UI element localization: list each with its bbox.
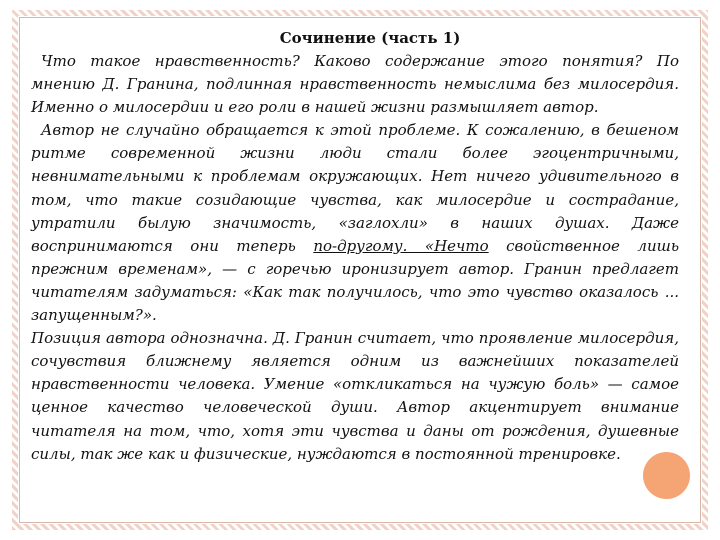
paragraph-2-text-end: свойственное лишь прежним временам», — с горечью иронизирует автор. Гранин предлагет читателям задуматься: «Как так получилось, что это чувство оказалось ... запущенным?».: [31, 236, 679, 325]
paragraph-3: Позиция автора однозначна. Д. Гранин считает, что проявление милосердия, сочувствия ближнему является одним из важнейших показателей нравственности человека. Умение «откликаться на чужую боль» — самое ценное качество человеческой души. Автор акцентирует внимание читателя на том, что, хотя эти чувства и даны от рождения, душевные силы, так же как и физические, нуждаются в постоянной тренировке.: [31, 329, 679, 463]
essay-body: [31, 50, 679, 466]
essay-title: Сочинение (часть 1): [279, 29, 461, 47]
paragraph-2-text-start: Автор не случайно обращается к этой проблеме. К сожалению, в бешеном ритме современной жизни люди стали более эгоцентричными, невнимательными к проблемам окружающих. Нет ничего удивительного в том, что такие созидающие чувства, как милосердие и сострадание, утратили былую значимость, «заглохли» в наших душах. Даже воспринимаются они теперь: [31, 121, 679, 255]
paragraph-2-underlined-text: по-другому. «Нечто: [313, 236, 489, 255]
paragraph-1: Что такое нравственность? Каково содержание этого понятия? По мнению Д. Гранина, подлинная нравственность немыслима без милосердия. Именно о милосердии и его роли в нашей жизни размышляет автор.: [31, 52, 679, 117]
decorative-circle: [643, 452, 690, 499]
paragraph-2: [31, 119, 679, 327]
